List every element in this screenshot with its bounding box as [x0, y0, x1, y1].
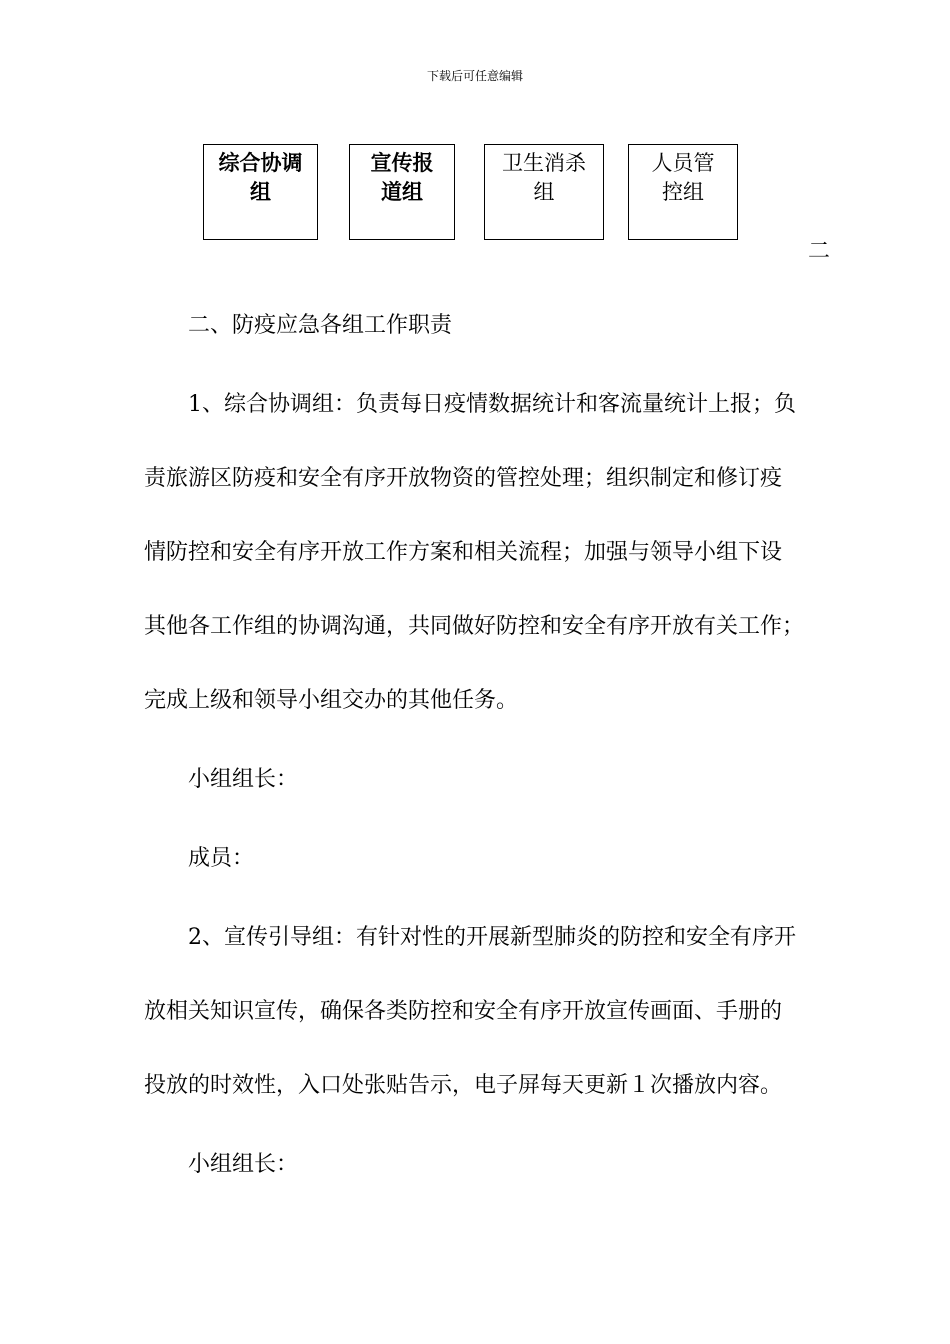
item1-members-label: 成员： [188, 846, 255, 871]
item2-leader-label: 小组组长： [188, 1152, 299, 1177]
org-box-personnel [628, 144, 738, 240]
org-box-label-line1: 综合协调 [218, 151, 303, 175]
org-box-sanitation [484, 144, 604, 240]
item2-line: 2、宣传引导组：有针对性的开展新型肺炎的防控和安全有序开 [188, 925, 796, 950]
corner-mark: 二 [808, 239, 831, 264]
item1-leader-label: 小组组长： [188, 767, 299, 792]
org-box-label-line2: 控组 [662, 180, 704, 204]
org-box-label-line2: 道组 [381, 180, 423, 204]
item1-line: 责旅游区防疫和安全有序开放物资的管控处理；组织制定和修订疫 [144, 466, 783, 491]
org-box-label-line1: 卫生消杀 [502, 151, 586, 175]
item2-line: 投放的时效性，入口处张贴告示，电子屏每天更新１次播放内容。 [144, 1073, 783, 1098]
org-box-label-line2: 组 [533, 180, 555, 204]
item1-line: 其他各工作组的协调沟通，共同做好防控和安全有序开放有关工作； [144, 614, 805, 639]
org-box-publicity [349, 144, 455, 240]
item1-line: 情防控和安全有序开放工作方案和相关流程；加强与领导小组下设 [144, 540, 783, 565]
org-box-label-line1: 人员管 [651, 151, 715, 175]
org-box-label-line1: 宣传报 [370, 151, 434, 175]
item1-line: 完成上级和领导小组交办的其他任务。 [144, 688, 519, 713]
item2-line: 放相关知识宣传，确保各类防控和安全有序开放宣传画面、手册的 [144, 999, 783, 1024]
section-title: 二、防疫应急各组工作职责 [188, 313, 453, 338]
item1-line: 1、综合协调组：负责每日疫情数据统计和客流量统计上报；负 [188, 392, 796, 417]
org-box-label-line2: 组 [250, 180, 271, 204]
org-box-coordination [203, 144, 318, 240]
header-note: 下载后可任意编辑 [426, 69, 523, 83]
